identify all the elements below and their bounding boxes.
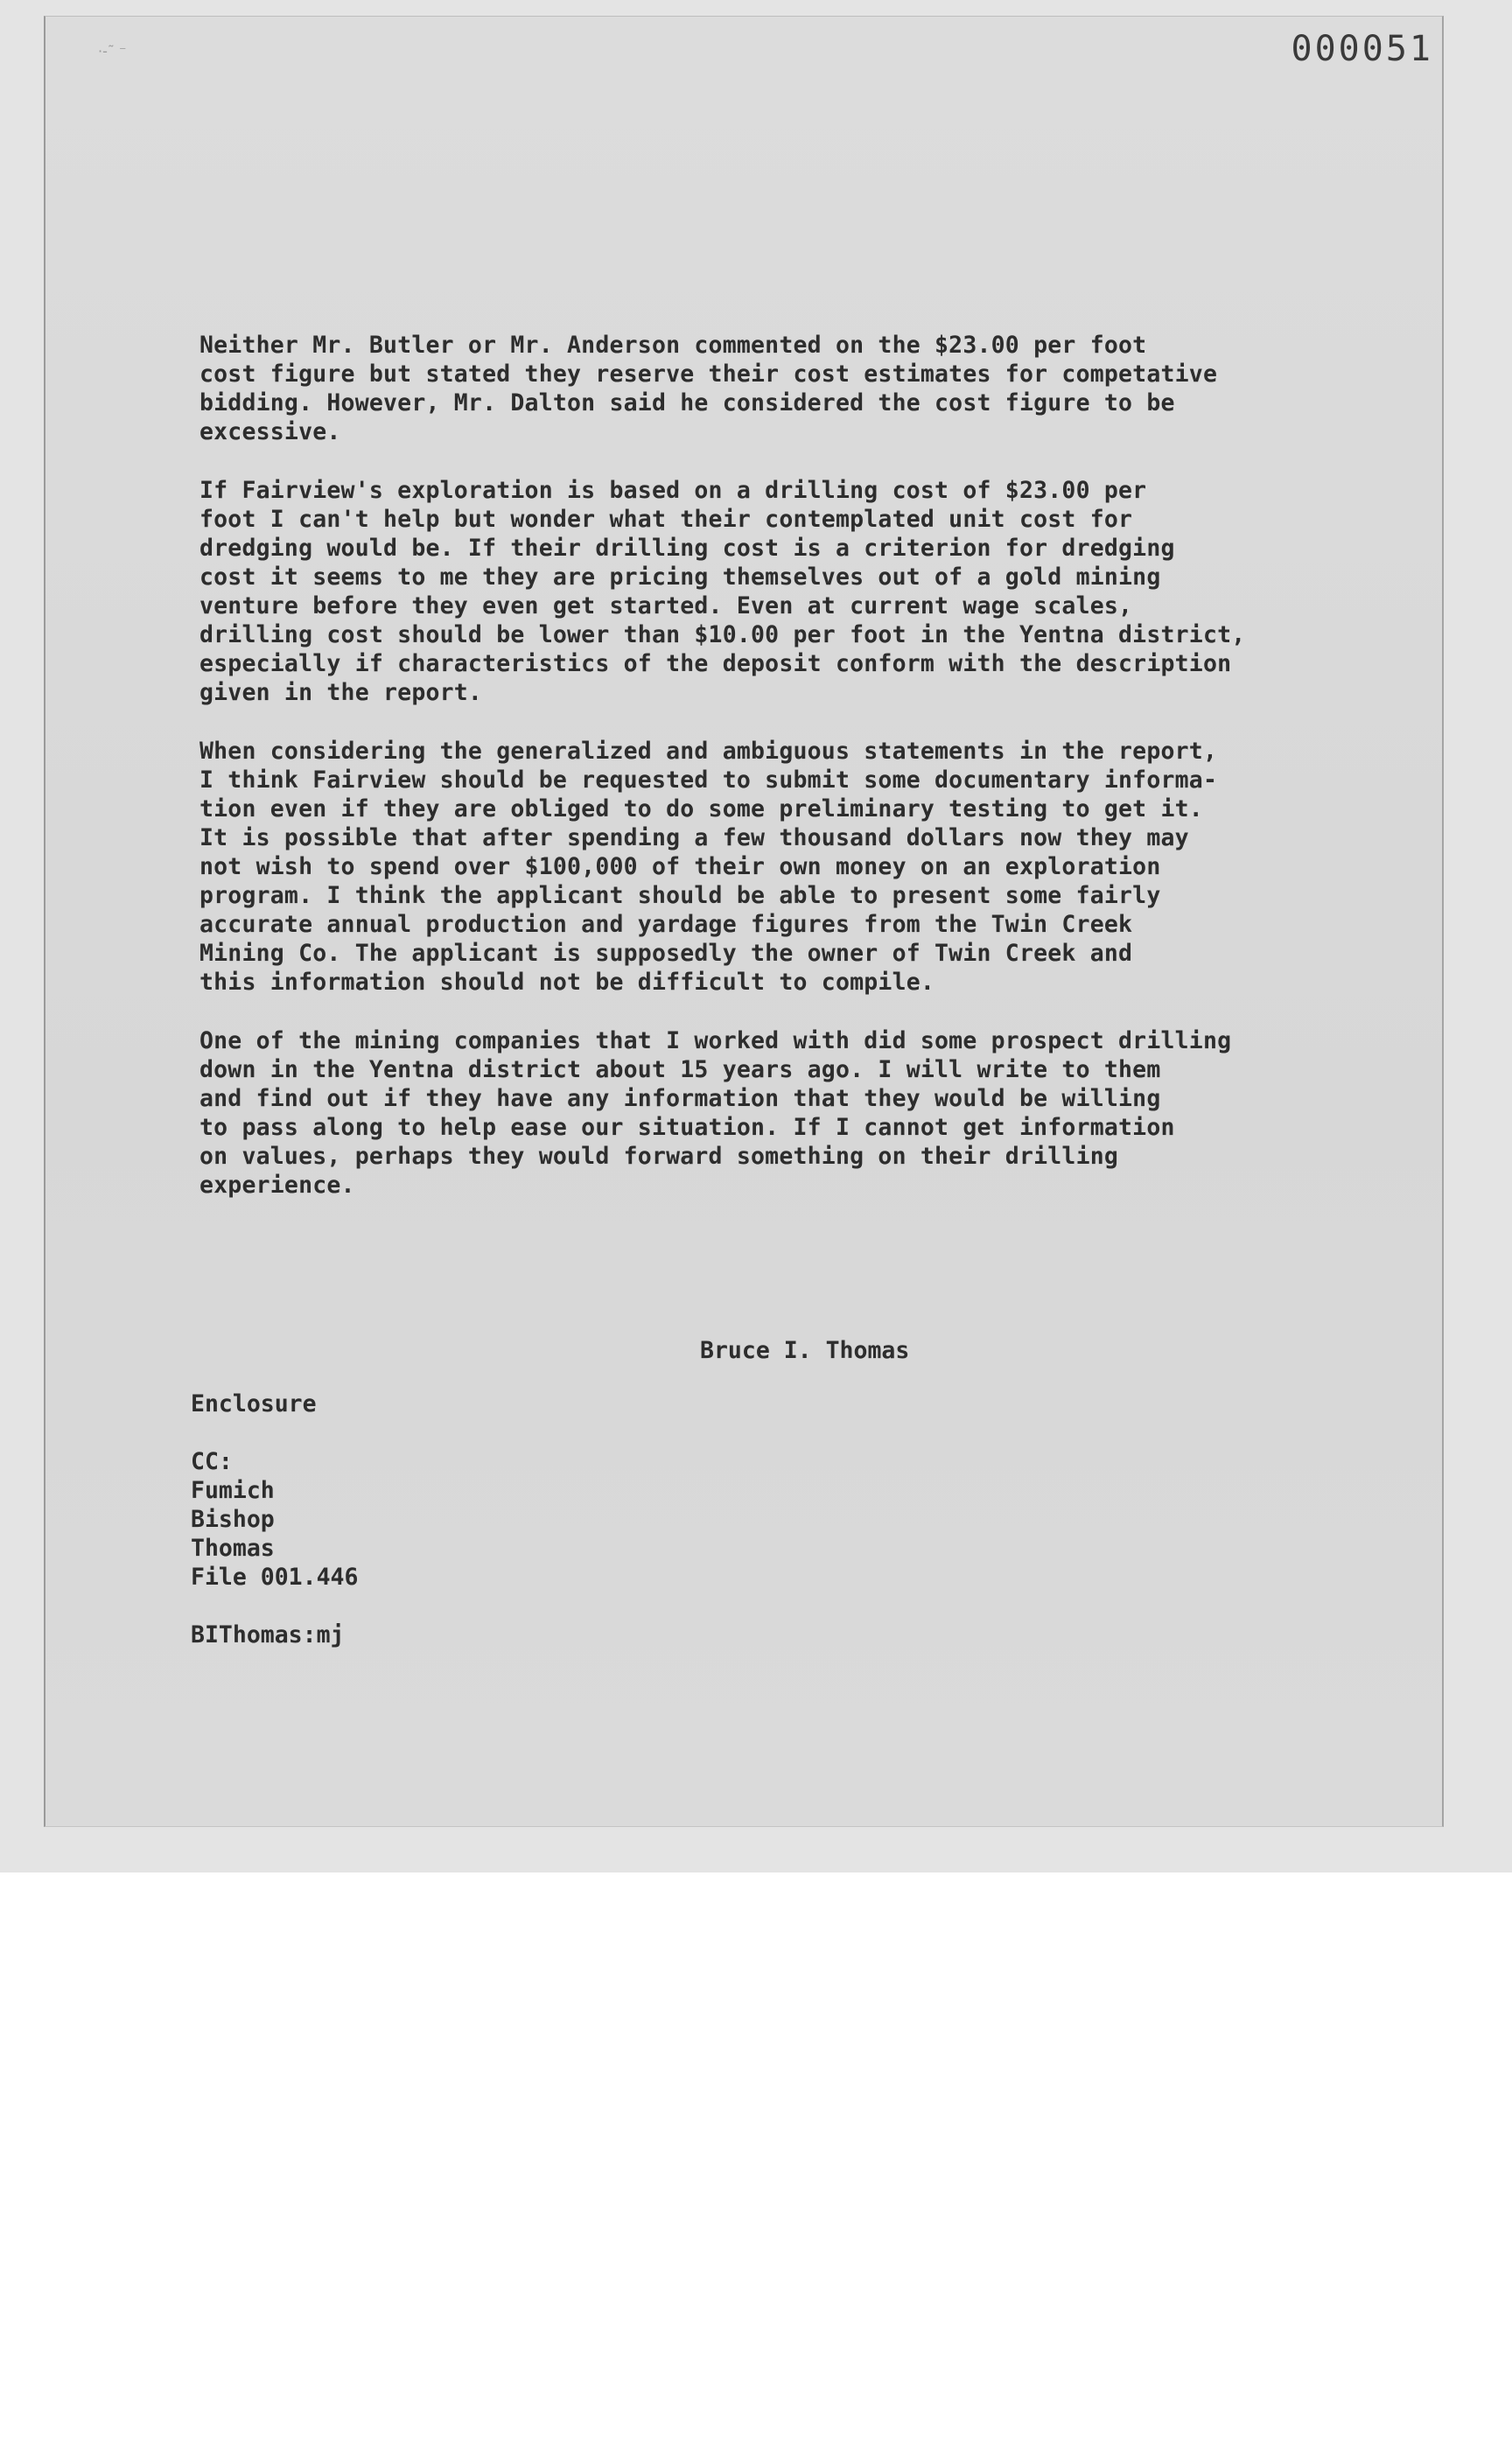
memo-closing — [191, 1390, 358, 1649]
page-number: 000051 — [1291, 29, 1433, 69]
scan-mark: ·‐˜ ⁻ — [98, 43, 127, 60]
paragraph-2: If Fairview's exploration is based on a drilling cost of $23.00 per foot I can't help but wonder what their contemplated unit cost for dredging would be. If their drilling cost is a criterion for dredging cost it seems to me they are pricing themselves out of a gold mining venture before they even get started. Even at current wage scales, drilling cost should be lower than $10.00 per foot in the Yentna district, especially if characteristics of the deposit conform with the description given in the report. — [200, 477, 1246, 706]
signature-name: Bruce I. Thomas — [700, 1337, 910, 1364]
cc-item: Bishop — [191, 1506, 275, 1533]
typist-initials: BIThomas:mj — [191, 1621, 345, 1648]
cc-item: Fumich — [191, 1477, 275, 1504]
cc-item: File 001.446 — [191, 1564, 359, 1591]
cc-label: CC: — [191, 1448, 233, 1475]
paragraph-1: Neither Mr. Butler or Mr. Anderson commented on the $23.00 per foot cost figure but stated they reserve their cost estimates for competative bidding. However, Mr. Dalton said he considered the cost figure to be excessive. — [200, 332, 1218, 445]
paragraph-3: When considering the generalized and ambiguous statements in the report, I think Fairview should be requested to submit some documentary informa- tion even if they are obliged to do some preliminary testing to get it. It is possible that after spending a few thousand dollars now they may not wish to spend over $100,000 of their own money on an exploration program. I think the applicant should be able to present some fairly accurate annual production and yardage figures from the Twin Creek Mining Co. The applicant is supposedly the owner of Twin Creek and this information should not be difficult to compile. — [200, 738, 1218, 996]
memo-body — [200, 331, 1337, 1229]
enclosure-label: Enclosure — [191, 1390, 317, 1418]
cc-item: Thomas — [191, 1535, 275, 1562]
paragraph-4: One of the mining companies that I worked with did some prospect drilling down in the Yentna district about 15 years ago. I will write to them and find out if they have any information that they would be willing to pass along to help ease our situation. If I cannot get information on values, perhaps they would forward something on their drilling experience. — [200, 1027, 1232, 1199]
